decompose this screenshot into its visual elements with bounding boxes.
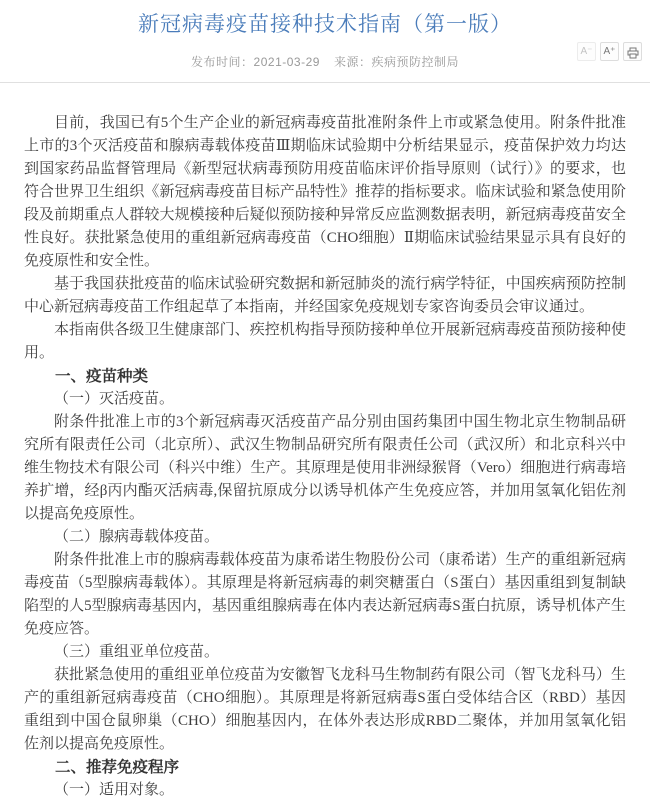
font-toolbar: [577, 42, 642, 61]
section-heading-vaccine-types: 一、疫苗种类: [55, 368, 149, 385]
source-label: 来源：: [333, 55, 372, 69]
font-decrease-button[interactable]: A⁻: [577, 42, 596, 61]
sub-heading: （三）重组亚单位疫苗。: [54, 644, 220, 660]
article-body: [0, 83, 650, 802]
publish-time-label: 发布时间：: [191, 55, 254, 69]
sub-heading: （一）灭活疫苗。: [54, 391, 175, 407]
paragraph: 附条件批准上市的腺病毒载体疫苗为康希诺生物股份公司（康希诺）生产的重组新冠病毒疫苗（5型腺病毒载体）。其原理是将新冠病毒的刺突糖蛋白（S蛋白）基因重组到复制缺陷型的人5型腺病毒基因内，基因重组腺病毒在体内表达新冠病毒S蛋白抗原，诱导机体产生免疫应答。: [24, 552, 626, 637]
section-heading-immunization-schedule: 二、推荐免疫程序: [55, 759, 180, 776]
source-value: 疾病预防控制局: [371, 55, 459, 69]
paragraph: 目前，我国已有5个生产企业的新冠病毒疫苗批准附条件上市或紧急使用。附条件批准上市的3个灭活疫苗和腺病毒载体疫苗Ⅲ期临床试验期中分析结果显示，疫苗保护效力均达到国家药品监督管理局《新型冠状病毒预防用疫苗临床评价指导原则（试行）》的要求，也符合世界卫生组织《新冠病毒疫苗目标产品特性》推荐的指标要求。临床试验和紧急使用阶段及前期重点人群较大规模接种后疑似预防接种异常反应监测数据表明，新冠病毒疫苗安全性良好。获批紧急使用的重组新冠病毒疫苗（CHO细胞）Ⅱ期临床试验结果显示具有良好的免疫原性和安全性。: [24, 115, 626, 269]
paragraph: 附条件批准上市的3个新冠病毒灭活疫苗产品分别由国药集团中国生物北京生物制品研究所有限责任公司（北京所）、武汉生物制品研究所有限责任公司（武汉所）和北京科兴中维生物技术有限公司（科兴中维）生产。其原理是使用非洲绿猴肾（Vero）细胞进行病毒培养扩增，经β丙内酯灭活病毒,保留抗原成分以诱导机体产生免疫应答，并加用氢氧化铝佐剂以提高免疫原性。: [24, 414, 626, 522]
sub-heading: （一）适用对象。: [54, 782, 175, 798]
meta-row: [0, 52, 650, 72]
paragraph: 本指南供各级卫生健康部门、疾控机构指导预防接种单位开展新冠病毒疫苗预防接种使用。: [24, 322, 626, 361]
font-increase-button[interactable]: A⁺: [600, 42, 619, 61]
page-title: 新冠病毒疫苗接种技术指南（第一版）: [138, 13, 512, 36]
sub-heading: （二）腺病毒载体疫苗。: [54, 529, 220, 545]
printer-icon: [624, 47, 641, 59]
header-divider: [0, 82, 650, 83]
paragraph: 基于我国获批疫苗的临床试验研究数据和新冠肺炎的流行病学特征，中国疾病预防控制中心新冠病毒疫苗工作组起草了本指南，并经国家免疫规划专家咨询委员会审议通过。: [24, 276, 626, 315]
paragraph: 获批紧急使用的重组亚单位疫苗为安徽智飞龙科马生物制药有限公司（智飞龙科马）生产的重组新冠病毒疫苗（CHO细胞）。其原理是将新冠病毒S蛋白受体结合区（RBD）基因重组到中国仓鼠卵巢（CHO）细胞基因内，在体外表达形成RBD二聚体，并加用氢氧化铝佐剂以提高免疫原性。: [24, 667, 626, 752]
publish-time-value: 2021-03-29: [253, 55, 320, 69]
page-header: [0, 0, 650, 83]
print-button[interactable]: [623, 42, 642, 61]
